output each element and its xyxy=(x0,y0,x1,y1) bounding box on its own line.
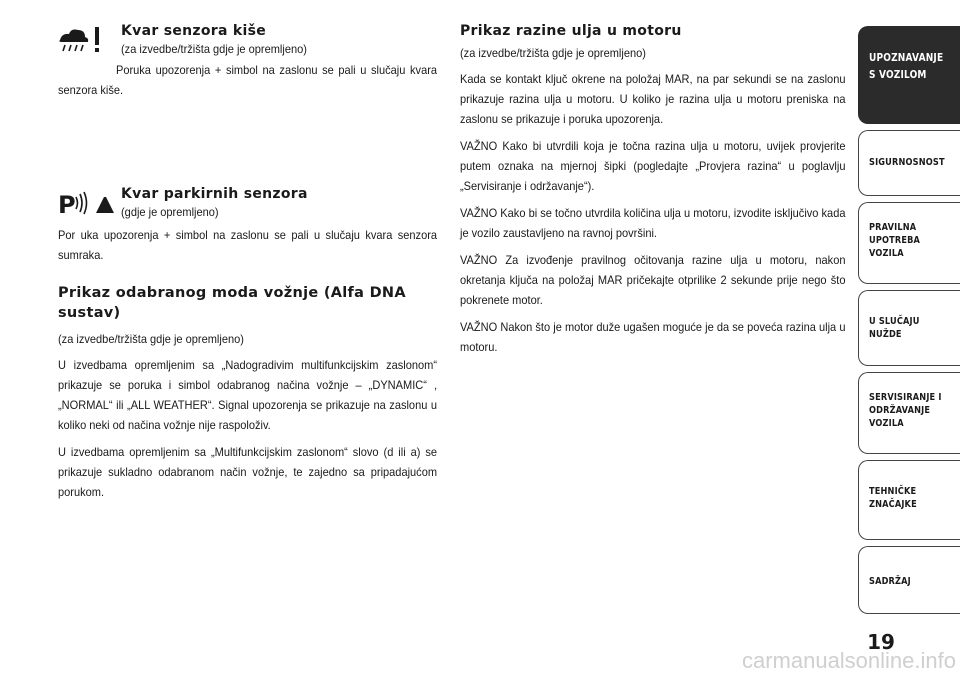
rain-sensor-warning-icon xyxy=(58,24,114,56)
oil-level-note: (za izvedbe/tržišta gdje je opremljeno) xyxy=(460,46,646,60)
watermark: carmanualsonline.info xyxy=(741,648,956,673)
oil-level-paragraph-3: VAŽNO Kako bi se točno utvrdila količina ulja u motoru, izvodite isključivo kada je vozilo zaustavljeno na ravnoj površini. xyxy=(460,206,846,240)
parking-sensor-warning-icon xyxy=(58,187,114,219)
parking-sensor-note: (gdje je opremljeno) xyxy=(121,205,219,219)
tab-servisiranje-i-odrzavanje-vozila[interactable]: SERVISIRANJE I ODRŽAVANJE VOZILA xyxy=(858,372,960,454)
right-column xyxy=(460,22,846,357)
tab-sigurnosnost[interactable]: SIGURNOSNOST xyxy=(858,130,960,196)
parking-sensor-text: Por uka upozorenja + simbol na zaslonu se pali u slučaju kvara senzora sumraka. xyxy=(58,228,438,262)
rain-sensor-section xyxy=(58,22,438,97)
rain-sensor-title: Kvar senzora kiše xyxy=(121,23,267,39)
chapter-sidebar xyxy=(858,26,960,620)
oil-level-paragraph-2: VAŽNO Kako bi utvrdili koja je točna razina ulja u motoru, uvijek provjerite putem oznaka na mjernoj šipki (pogledajte „Provjera razina“ u poglavlju „Servisiranje i održavanje“). xyxy=(460,139,846,193)
oil-level-paragraph-5: VAŽNO Nakon što je motor duže ugašen moguće je da se poveća razina ulja u motoru. xyxy=(460,320,846,354)
left-column xyxy=(58,22,438,502)
parking-sensor-section xyxy=(58,185,438,265)
drive-mode-section xyxy=(58,283,438,502)
drive-mode-paragraph-1: U izvedbama opremljenim sa „Nadogradivim multifunkcijskim zaslonom“ prikazuje se poruka i simbol odabranog načina vožnje – „DYNAMIC“ , „NORMAL“ ili „ALL WEATHER“. Signal upozorenja se prikazuje na zaslonu u koliko neki od načina vožnje nije raspoloživ. xyxy=(58,358,438,432)
page-number: 19 xyxy=(867,630,895,654)
tab-sadrzaj[interactable]: SADRŽAJ xyxy=(858,546,960,614)
drive-mode-title: Prikaz odabranog moda vožnje (Alfa DNA sustav) xyxy=(58,285,406,321)
parking-sensor-title: Kvar parkirnih senzora xyxy=(121,186,308,202)
rain-sensor-text: Poruka upozorenja + simbol na zaslonu se pali u slučaju kvara senzora kiše. xyxy=(58,63,438,97)
tab-u-slucaju-nuzde[interactable]: U SLUČAJU NUŽDE xyxy=(858,290,960,366)
drive-mode-paragraph-2: U izvedbama opremljenim sa „Multifunkcijskim zaslonom“ slovo (d ili a) se prikazuje sukladno odabranom način vožnje, te zajedno sa pripadajućom porukom. xyxy=(58,445,438,499)
tab-upoznavanje-s-vozilom[interactable]: UPOZNAVANJE S VOZILOM xyxy=(858,26,960,124)
rain-sensor-note: (za izvedbe/tržišta gdje je opremljeno) xyxy=(121,42,307,56)
tab-pravilna-upotreba-vozila[interactable]: PRAVILNA UPOTREBA VOZILA xyxy=(858,202,960,284)
drive-mode-note: (za izvedbe/tržišta gdje je opremljeno) xyxy=(58,332,244,346)
oil-level-title: Prikaz razine ulja u motoru xyxy=(460,23,682,39)
svg-text:P: P xyxy=(58,191,76,219)
oil-level-paragraph-4: VAŽNO Za izvođenje pravilnog očitovanja razine ulja u motoru, nakon okretanja ključa na položaj MAR pričekajte otprilike 2 sekunde prije nego što pokrenete motor. xyxy=(460,253,846,307)
tab-tehnicke-znacajke[interactable]: TEHNIČKE ZNAČAJKE xyxy=(858,460,960,540)
oil-level-paragraph-1: Kada se kontakt ključ okrene na položaj MAR, na par sekundi se na zaslonu prikazuje razina ulja u motoru. U koliko je razina ulja u motoru preniska na zaslonu se prikazuje i poruka upozorenja. xyxy=(460,72,846,126)
